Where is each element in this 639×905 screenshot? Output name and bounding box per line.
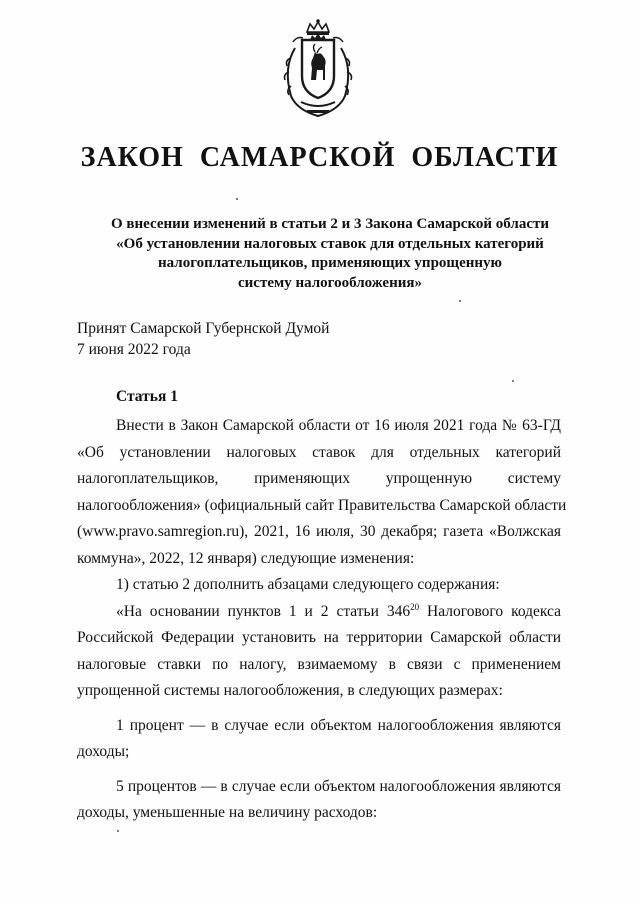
text-line: 1 процент — в случае если объектом налогообложения являются <box>116 716 561 734</box>
subject-line: «Об установлении налоговых ставок для отдельных категорий <box>116 235 544 252</box>
subject-line: О внесении изменений в статьи 2 и 3 Закона Самарской области <box>111 216 549 232</box>
text-line: 5 процентов — в случае если объектом налогообложения являются <box>116 777 561 795</box>
scan-speck <box>236 198 238 200</box>
text-line <box>77 599 561 626</box>
text-line: упрощенной системы налогообложения, в следующих размерах: <box>77 682 503 699</box>
text-line: налоговые ставки по налогу, взимаемому в связи с применением <box>77 655 561 673</box>
text-line: «Об установлении налоговых ставок для отдельных категорий <box>77 443 561 461</box>
text-line: Внести в Закон Самарской области от 16 июля 2021 года № 63-ГД <box>116 417 561 434</box>
text-line: Российской Федерации установить на территории Самарской области <box>77 629 561 646</box>
text-line: коммуна», 2022, 12 января) следующие изменения: <box>77 549 415 567</box>
text-line: (www.pravo.samregion.ru), 2021, 16 июля, 30 декабря; газета «Волжская <box>77 523 561 540</box>
superscript: 20 <box>410 601 420 612</box>
text-line: 1) статью 2 дополнить абзацами следующего содержания: <box>116 576 500 593</box>
subject-line: систему налогообложения» <box>238 274 422 291</box>
text-line: налогообложения» (официальный сайт Правительства Самарской области <box>77 496 567 514</box>
adoption-date: 7 июня 2022 года <box>77 341 191 358</box>
subject-line: налогоплательщиков, применяющих упрощенную <box>158 255 502 271</box>
law-subject <box>60 215 600 293</box>
article-heading: Статья 1 <box>116 388 178 405</box>
scan-speck <box>117 830 119 832</box>
scan-speck <box>459 300 461 302</box>
scan-speck <box>512 380 514 382</box>
text-line: доходы, уменьшенные на величину расходов: <box>77 804 378 821</box>
text-line: налогоплательщиков, применяющих упрощенную систему <box>77 470 561 487</box>
article-body <box>77 413 567 827</box>
text-line: доходы; <box>77 743 130 760</box>
adopted-by: Принят Самарской Губернской Думой <box>77 320 330 337</box>
coat-of-arms-icon <box>277 18 359 120</box>
adoption-info <box>77 318 329 360</box>
text-span: Налогового кодекса <box>419 602 561 620</box>
law-title: ЗАКОН САМАРСКОЙ ОБЛАСТИ <box>80 142 559 173</box>
text-span: «На основании пунктов 1 и 2 статьи 346 <box>116 602 411 620</box>
